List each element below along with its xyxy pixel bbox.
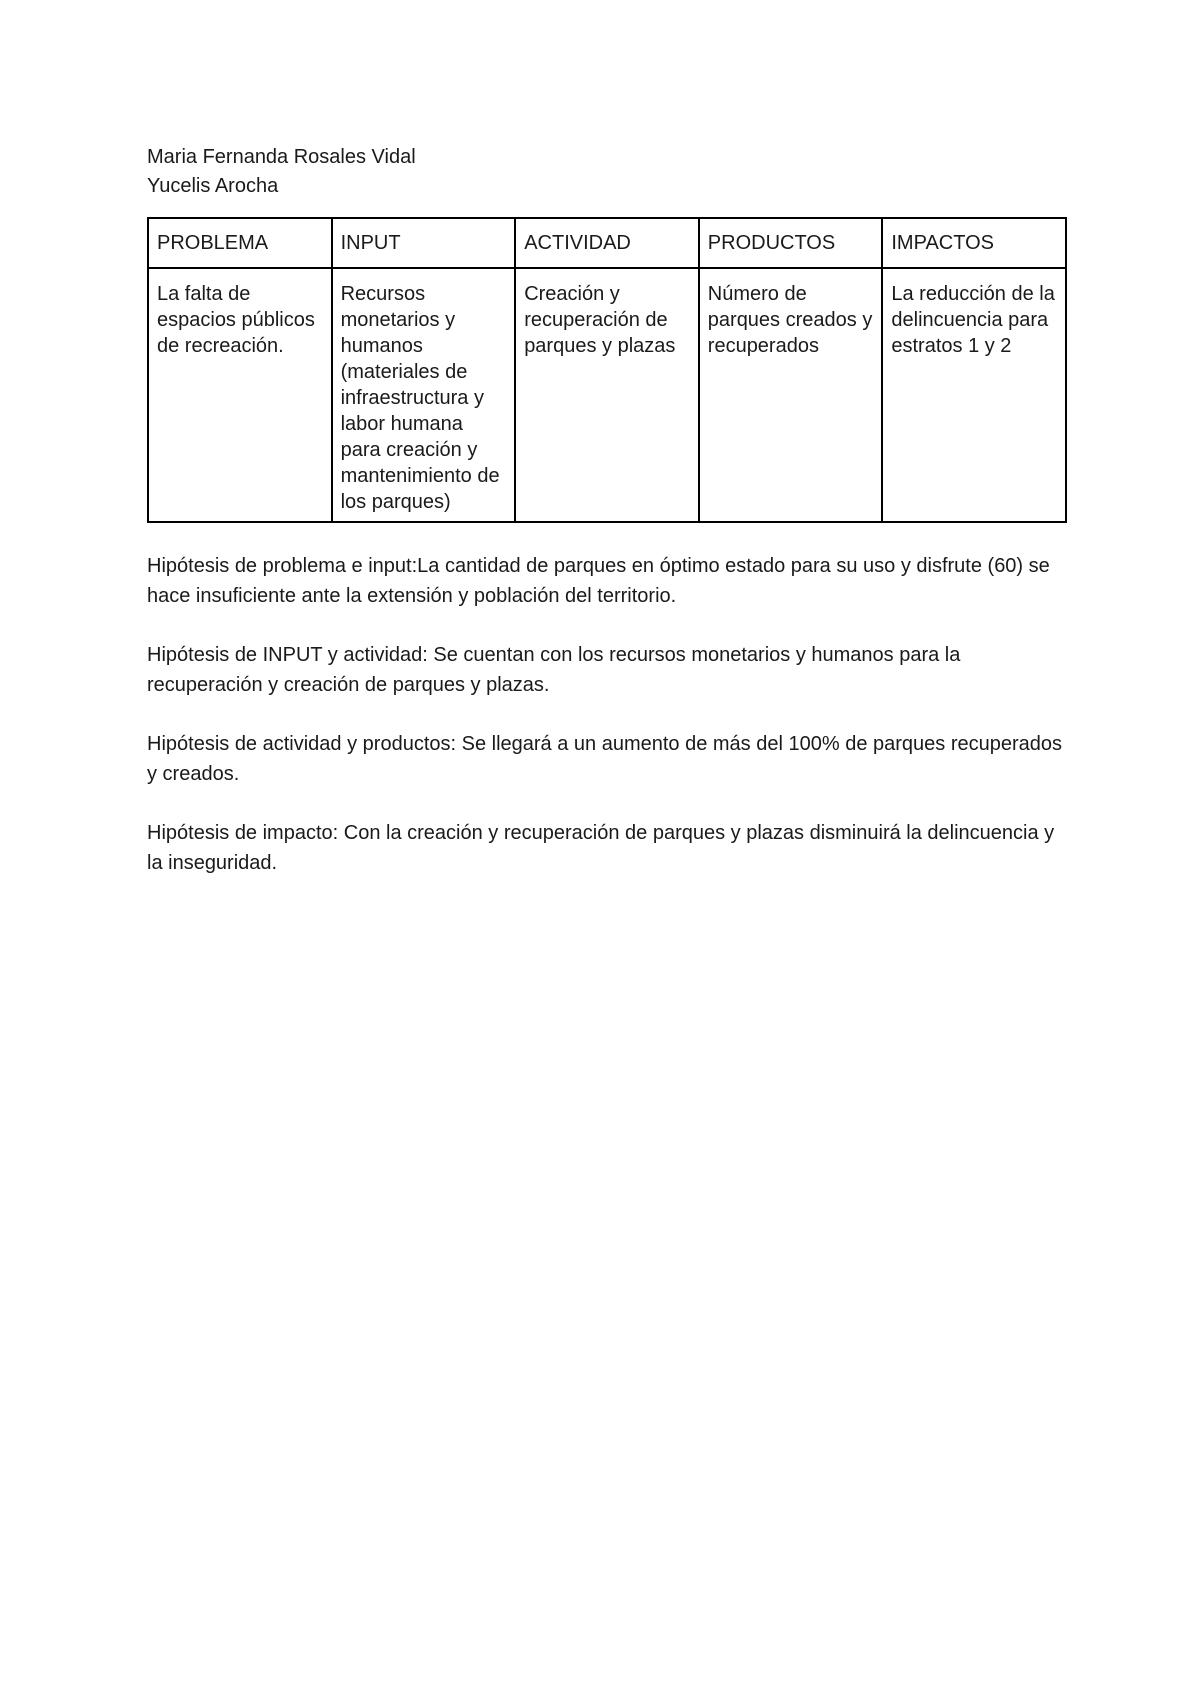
header-actividad: ACTIVIDAD [515,218,699,268]
cell-input: Recursos monetarios y humanos (materiales de infraestructura y labor humana para creación y mantenimiento de los parques) [332,268,516,522]
hypothesis-text: Hipótesis de impacto: Con la creación y recuperación de parques y plazas disminuirá la delincuencia y la inseguridad. [147,822,1055,874]
cell-problema: La falta de espacios públicos de recreación. [148,268,332,522]
author-name: Maria Fernanda Rosales Vidal [147,146,416,168]
hypothesis-text: Hipótesis de actividad y productos: Se llegará a un aumento de más del 100% de parques recuperados y creados. [147,733,1063,785]
document-page [147,143,1067,878]
cell-actividad: Creación y recuperación de parques y plazas [515,268,699,522]
author-name: Yucelis Arocha [147,175,279,197]
header-productos: PRODUCTOS [699,218,883,268]
table-header-row [148,218,1066,268]
hypothesis-text: Hipótesis de problema e input:La cantidad de parques en óptimo estado para su uso y disfrute (60) se hace insuficiente ante la extensión y población del territorio. [147,555,1050,607]
hypothesis-problem-input [147,551,1067,611]
header-problema: PROBLEMA [148,218,332,268]
header-impactos: IMPACTOS [882,218,1066,268]
hypothesis-input-activity [147,640,1067,700]
header-input: INPUT [332,218,516,268]
logic-framework-table [147,217,1067,523]
hypothesis-activity-products [147,729,1067,789]
cell-impactos: La reducción de la delincuencia para estratos 1 y 2 [882,268,1066,522]
cell-productos: Número de parques creados y recuperados [699,268,883,522]
hypothesis-impact [147,818,1067,878]
hypothesis-text: Hipótesis de INPUT y actividad: Se cuentan con los recursos monetarios y humanos para la recuperación y creación de parques y plazas. [147,644,961,696]
table-row [148,268,1066,522]
